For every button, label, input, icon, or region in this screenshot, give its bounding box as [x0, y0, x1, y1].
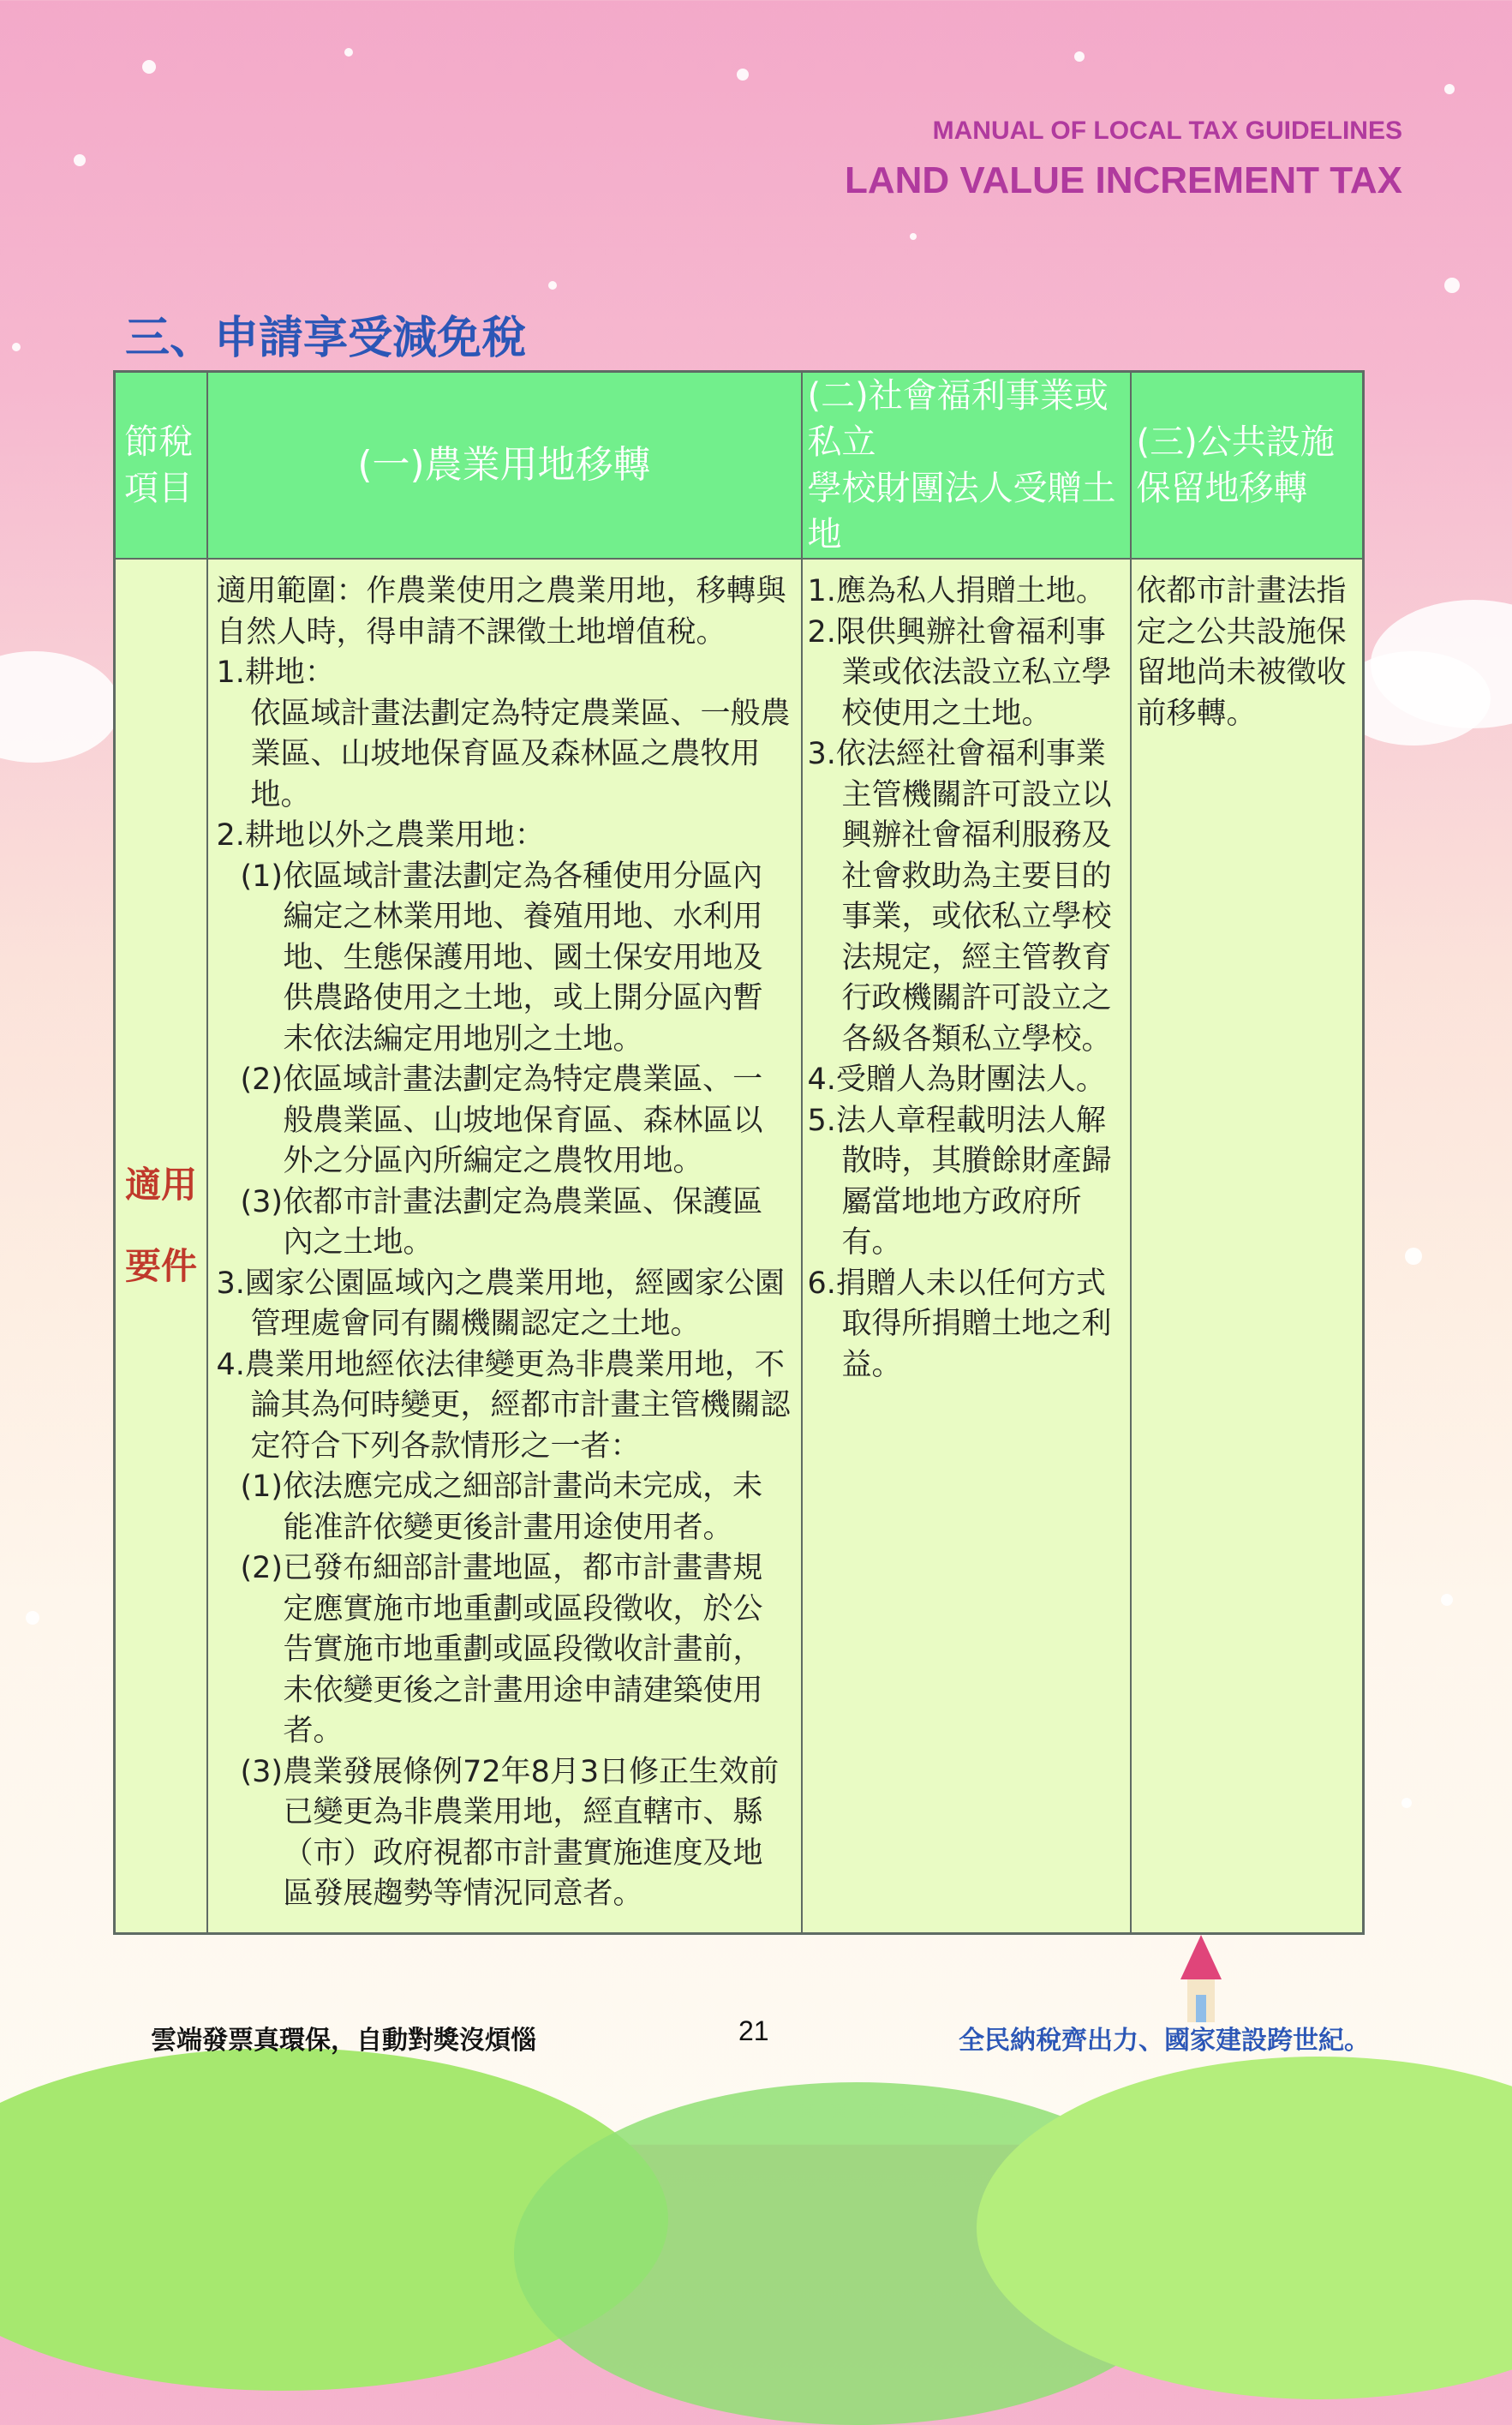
agri-item2-sub2	[217, 1060, 792, 1183]
table-row	[115, 559, 1364, 1934]
header-category-line1: 節稅	[124, 422, 193, 462]
page-number: 21	[738, 2015, 769, 2046]
star-decoration	[737, 69, 749, 81]
star-decoration	[910, 233, 917, 240]
header-agri-transfer: (一)農業用地移轉	[207, 372, 802, 560]
public-text: 依都市計畫法指定之公共設施保留地尚未被徵收前移轉。	[1136, 574, 1347, 731]
star-decoration	[1444, 278, 1460, 293]
star-decoration	[1074, 51, 1085, 62]
tax-relief-table	[113, 370, 1365, 1935]
star-decoration	[12, 343, 21, 351]
agri-intro: 適用範圍：作農業使用之農業用地，移轉與自然人時，得申請不課徵土地增值稅。	[216, 574, 786, 650]
header-public-line2: 保留地移轉	[1136, 469, 1308, 508]
welfare-item: 5.法人章程載明法人解散時，其賸餘財產歸屬當地地方政府所有。	[807, 1103, 1112, 1260]
sub-number: (2)	[240, 1063, 284, 1097]
row-label-cell	[115, 559, 207, 1934]
agri-item4-sub2	[217, 1548, 792, 1752]
sub-number: (2)	[240, 1551, 284, 1585]
sub-number: (3)	[240, 1184, 284, 1219]
sub-text: 依區域計畫法劃定為各種使用分區內編定之林業用地、養殖用地、水利用地、生態保護用地、國土保安用地及供農路使用之土地，或上開分區內暫未依法編定用地別之土地。	[283, 859, 763, 1057]
agri-item2-title: 2.耕地以外之農業用地：	[216, 818, 545, 853]
star-decoration	[1444, 84, 1455, 94]
star-decoration	[74, 154, 86, 166]
header-public-facility	[1131, 372, 1364, 560]
agri-item1-title: 1.耕地：	[216, 656, 335, 690]
section-title: 三、申請享受減免稅	[125, 313, 527, 364]
agri-item4-sub3	[217, 1752, 792, 1915]
header-welfare-line2: 學校財團法人受贈土地	[807, 469, 1116, 554]
welfare-item: 4.受贈人為財團法人。	[807, 1063, 1106, 1097]
agri-item4-sub1	[217, 1467, 792, 1548]
welfare-item: 1.應為私人捐贈土地。	[807, 574, 1106, 608]
header-welfare-donation	[802, 372, 1131, 560]
table-header-row	[115, 372, 1364, 560]
star-decoration	[344, 48, 353, 57]
agri-item2-sub3	[217, 1183, 792, 1264]
star-decoration	[1401, 1798, 1412, 1808]
row-label-line1: 適用	[125, 1164, 198, 1206]
row-label-line2: 要件	[125, 1245, 198, 1287]
footer-slogan-left: 雲端發票真環保，自動對獎沒煩惱	[151, 2026, 536, 2056]
header-welfare-line1: (二)社會福利事業或私立	[807, 376, 1109, 462]
star-decoration	[1441, 1594, 1453, 1606]
sub-number: (3)	[240, 1754, 284, 1789]
public-requirements-cell	[1131, 559, 1364, 1934]
agri-item2-sub1	[217, 857, 792, 1061]
welfare-item: 6.捐贈人未以任何方式取得所捐贈土地之利益。	[807, 1266, 1112, 1382]
footer-slogan-right: 全民納稅齊出力、國家建設跨世紀。	[959, 2026, 1370, 2056]
star-decoration	[1405, 1248, 1422, 1265]
manual-title: MANUAL OF LOCAL TAX GUIDELINES	[932, 117, 1402, 145]
welfare-item: 3.依法經社會福利事業主管機關許可設立以興辦社會福利服務及社會救助為主要目的事業，或依私立學校法規定，經主管教育行政機關許可設立之各級各類私立學校。	[807, 737, 1112, 1057]
sub-number: (1)	[240, 859, 284, 894]
sub-number: (1)	[240, 1470, 284, 1504]
welfare-requirements-cell	[802, 559, 1131, 1934]
castle-icon	[1175, 1935, 1227, 2029]
agri-item3: 3.國家公園區域內之農業用地，經國家公園管理處會同有關機關認定之土地。	[216, 1266, 785, 1341]
welfare-item: 2.限供興辦社會福利事業或依法設立私立學校使用之土地。	[807, 614, 1112, 731]
tax-title: LAND VALUE INCREMENT TAX	[844, 159, 1402, 201]
agri-item4: 4.農業用地經依法律變更為非農業用地，不論其為何時變更，經都市計畫主管機關認定符合下列各款情形之一者：	[216, 1347, 791, 1464]
sub-text: 農業發展條例72年8月3日修正生效前已變更為非農業用地，經直轄市、縣（市）政府視都市計畫實施進度及地區發展趨勢等情況同意者。	[283, 1754, 780, 1911]
agri-requirements-cell	[207, 559, 802, 1934]
sub-text: 依都市計畫法劃定為農業區、保護區內之土地。	[283, 1184, 763, 1260]
header-category-line2: 項目	[124, 469, 193, 508]
star-decoration	[142, 60, 156, 74]
star-decoration	[548, 281, 557, 290]
header-category	[115, 372, 207, 560]
header-public-line1: (三)公共設施	[1136, 422, 1335, 462]
cloud-decoration	[0, 651, 120, 763]
sub-text: 依法應完成之細部計畫尚未完成，未能准許依變更後計畫用途使用者。	[283, 1470, 763, 1545]
agri-item1-body: 依區域計畫法劃定為特定農業區、一般農業區、山坡地保育區及森林區之農牧用地。	[250, 696, 791, 812]
sub-text: 依區域計畫法劃定為特定農業區、一般農業區、山坡地保育區、森林區以外之分區內所編定之農牧用地。	[283, 1063, 763, 1178]
sub-text: 已發布細部計畫地區，都市計畫書規定應實施市地重劃或區段徵收，於公告實施市地重劃或區段徵收計畫前，未依變更後之計畫用途申請建築使用者。	[283, 1551, 763, 1748]
star-decoration	[26, 1611, 39, 1625]
